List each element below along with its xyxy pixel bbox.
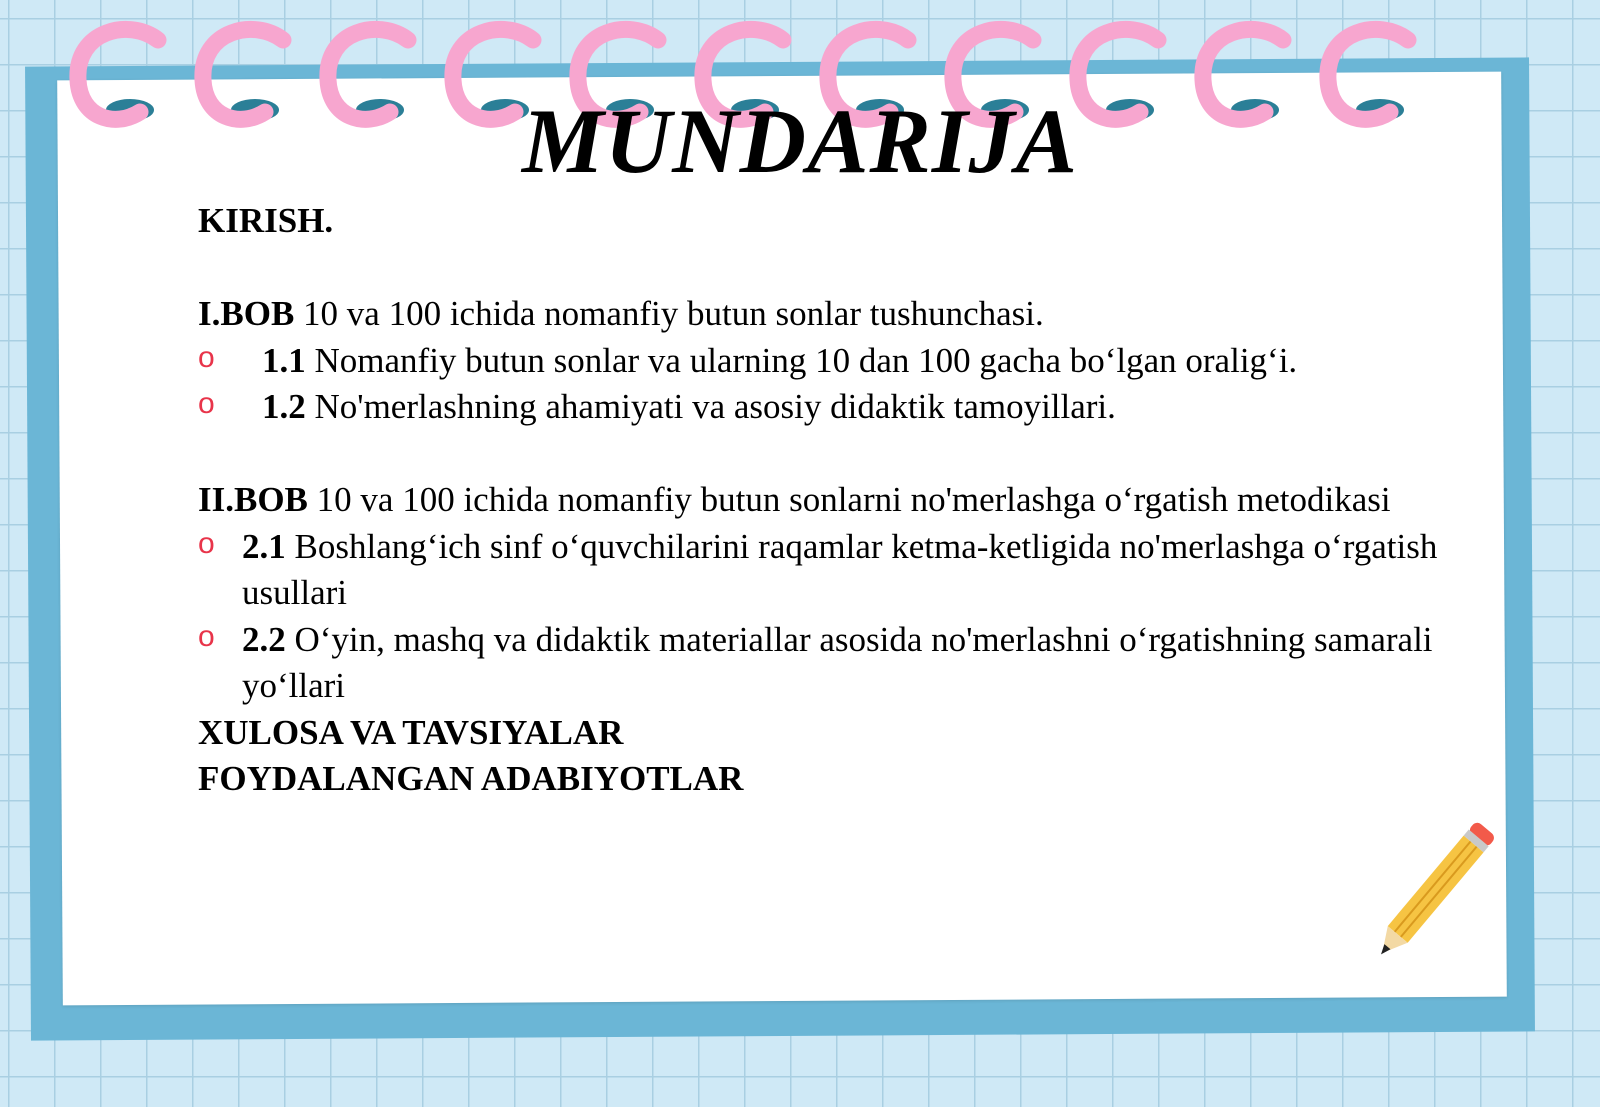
page-title: MUNDARIJA (521, 90, 1078, 192)
item-text: Nomanfiy butun sonlar va ularning 10 dan 100 gacha bo‘lgan oralig‘i. (305, 340, 1298, 380)
chapter-2-label: II.BOB (198, 480, 308, 519)
toc-chapter-1 (198, 291, 1438, 338)
list-item (198, 617, 1438, 710)
toc-conclusion: XULOSA VA TAVSIYALAR (198, 712, 624, 752)
toc-references: FOYDALANGAN ADABIYOTLAR (198, 759, 744, 798)
list-item (198, 524, 1438, 617)
toc-intro: KIRISH. (198, 201, 334, 240)
chapter-1-text: 10 va 100 ichida nomanfiy butun sonlar tushunchasi. (294, 294, 1044, 333)
item-number: 1.2 (262, 387, 306, 426)
item-number: 2.1 (242, 526, 286, 566)
pencil-icon (1360, 800, 1510, 980)
table-of-contents (198, 198, 1438, 803)
list-item (198, 384, 1438, 431)
chapter-1-label: I.BOB (198, 294, 295, 333)
list-item (198, 338, 1438, 385)
item-number: 2.2 (242, 619, 286, 659)
bullet-icon: o (198, 340, 215, 374)
bullet-icon: o (198, 387, 215, 420)
item-text: Boshlang‘ich sinf o‘quvchilarini raqamlar ketma-ketligida no'merlashga o‘rgatish usullari (242, 526, 1438, 612)
bullet-icon: o (198, 526, 215, 560)
item-number: 1.1 (262, 340, 306, 380)
item-text: No'merlashning ahamiyati va asosiy didaktik tamoyillari. (305, 387, 1116, 426)
bullet-icon: o (198, 619, 215, 653)
chapter-2-text: 10 va 100 ichida nomanfiy butun sonlarni no'merlashga o‘rgatish metodikasi (307, 480, 1391, 519)
toc-chapter-2 (198, 477, 1438, 524)
item-text: O‘yin, mashq va didaktik materiallar asosida no'merlashni o‘rgatishning samarali yo‘llari (242, 619, 1433, 705)
